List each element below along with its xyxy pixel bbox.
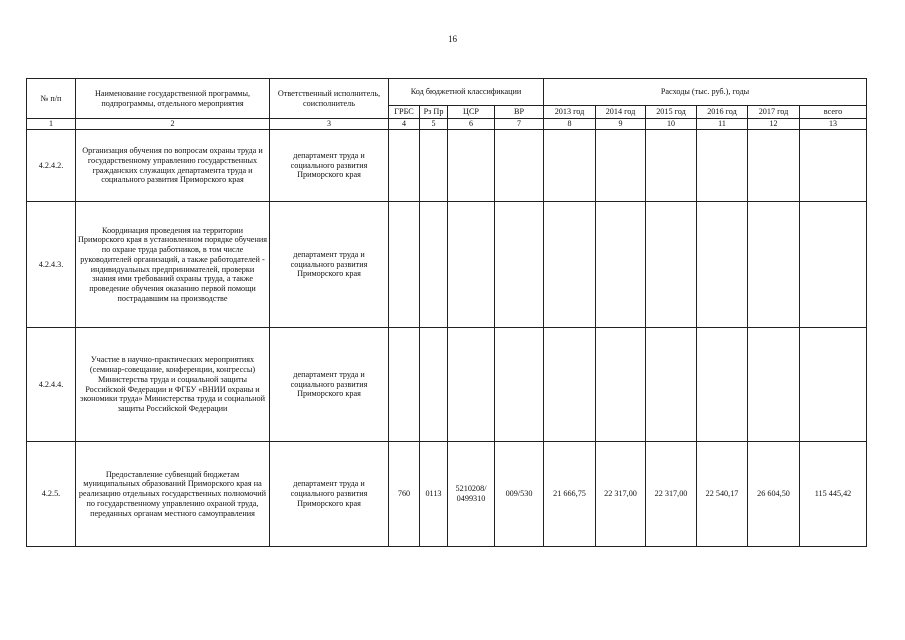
cell-vr: [495, 202, 544, 328]
cell-vr: [495, 328, 544, 442]
header-budget-code: Код бюджетной классификации: [389, 79, 544, 106]
row-number: 4.2.4.4.: [27, 328, 76, 442]
column-index: 2: [76, 119, 270, 130]
row-name: Организация обучения по вопросам охраны труда и государственному управлению государственных гражданских служащих департамента труда и социального развития Приморского края: [76, 130, 270, 202]
row-executor: департамент труда и социального развития Приморского края: [270, 130, 389, 202]
table-row: [27, 328, 867, 442]
column-index: 13: [800, 119, 867, 130]
row-name: Координация проведения на территории Приморского края в установленном порядке обучения по охране труда работников, в том числе руководителей организаций, а также работодателей - индивидуальных предпринимателей, проверки знания ими требований охраны труда, а также проведение обучения оказанию первой помощи пострадавшим на производстве: [76, 202, 270, 328]
row-executor: департамент труда и социального развития Приморского края: [270, 202, 389, 328]
cell-2015: [646, 202, 697, 328]
cell-2017: 26 604,50: [748, 442, 800, 547]
cell-vr: [495, 130, 544, 202]
row-number: 4.2.4.3.: [27, 202, 76, 328]
header-num: № п/п: [27, 79, 76, 119]
header-total: всего: [800, 106, 867, 119]
cell-2014: [596, 328, 646, 442]
column-index: 4: [389, 119, 420, 130]
cell-2013: [544, 328, 596, 442]
row-name: Участие в научно-практических мероприятиях (семинар-совещание, конференции, конгрессы) Министерства труда и социальной защиты Российской Федерации и ФГБУ «ВНИИ охраны и экономики труда» Министерства труда и социальной защиты Российской Федерации: [76, 328, 270, 442]
cell-2014: [596, 130, 646, 202]
cell-2017: [748, 202, 800, 328]
cell-2016: [697, 202, 748, 328]
cell-2015: [646, 130, 697, 202]
cell-2015: [646, 328, 697, 442]
cell-2015: 22 317,00: [646, 442, 697, 547]
cell-grbs: [389, 202, 420, 328]
cell-grbs: [389, 130, 420, 202]
header-name: Наименование государственной программы, подпрограммы, отдельного мероприятия: [76, 79, 270, 119]
cell-2016: [697, 328, 748, 442]
cell-rzpr: 0113: [420, 442, 448, 547]
row-number: 4.2.5.: [27, 442, 76, 547]
header-2017: 2017 год: [748, 106, 800, 119]
cell-2013: [544, 130, 596, 202]
header-grbs: ГРБС: [389, 106, 420, 119]
header-expenses: Расходы (тыс. руб.), годы: [544, 79, 867, 106]
column-index: 8: [544, 119, 596, 130]
header-vr: ВР: [495, 106, 544, 119]
cell-rzpr: [420, 202, 448, 328]
cell-total: 115 445,42: [800, 442, 867, 547]
column-index: 3: [270, 119, 389, 130]
column-index: 7: [495, 119, 544, 130]
column-index: 12: [748, 119, 800, 130]
column-index: 5: [420, 119, 448, 130]
header-executor: Ответственный исполнитель, соисполнитель: [270, 79, 389, 119]
cell-csr: 5210208/ 0499310: [448, 442, 495, 547]
cell-2017: [748, 130, 800, 202]
cell-2014: [596, 202, 646, 328]
cell-total: [800, 130, 867, 202]
cell-csr: [448, 130, 495, 202]
column-index: 10: [646, 119, 697, 130]
row-name: Предоставление субвенций бюджетам муниципальных образований Приморского края на реализацию отдельных государственных полномочий по государственному управлению охраной труда, переданных органам местного самоуправления: [76, 442, 270, 547]
cell-2013: [544, 202, 596, 328]
budget-table: [26, 78, 867, 547]
cell-total: [800, 202, 867, 328]
cell-2013: 21 666,75: [544, 442, 596, 547]
cell-2016: [697, 130, 748, 202]
header-2013: 2013 год: [544, 106, 596, 119]
column-index-row: [27, 119, 867, 130]
row-executor: департамент труда и социального развития Приморского края: [270, 328, 389, 442]
header-2015: 2015 год: [646, 106, 697, 119]
cell-total: [800, 328, 867, 442]
column-index: 1: [27, 119, 76, 130]
table-row: [27, 130, 867, 202]
cell-vr: 009/530: [495, 442, 544, 547]
cell-rzpr: [420, 328, 448, 442]
row-number: 4.2.4.2.: [27, 130, 76, 202]
cell-2016: 22 540,17: [697, 442, 748, 547]
header-2016: 2016 год: [697, 106, 748, 119]
cell-grbs: [389, 328, 420, 442]
cell-rzpr: [420, 130, 448, 202]
column-index: 11: [697, 119, 748, 130]
header-2014: 2014 год: [596, 106, 646, 119]
table-row: [27, 202, 867, 328]
cell-grbs: 760: [389, 442, 420, 547]
cell-2014: 22 317,00: [596, 442, 646, 547]
column-index: 9: [596, 119, 646, 130]
header-rzpr: Рз Пр: [420, 106, 448, 119]
cell-csr: [448, 328, 495, 442]
row-executor: департамент труда и социального развития Приморского края: [270, 442, 389, 547]
table-row: [27, 442, 867, 547]
cell-2017: [748, 328, 800, 442]
header-csr: ЦСР: [448, 106, 495, 119]
page-number: 16: [448, 34, 457, 44]
cell-csr: [448, 202, 495, 328]
column-index: 6: [448, 119, 495, 130]
